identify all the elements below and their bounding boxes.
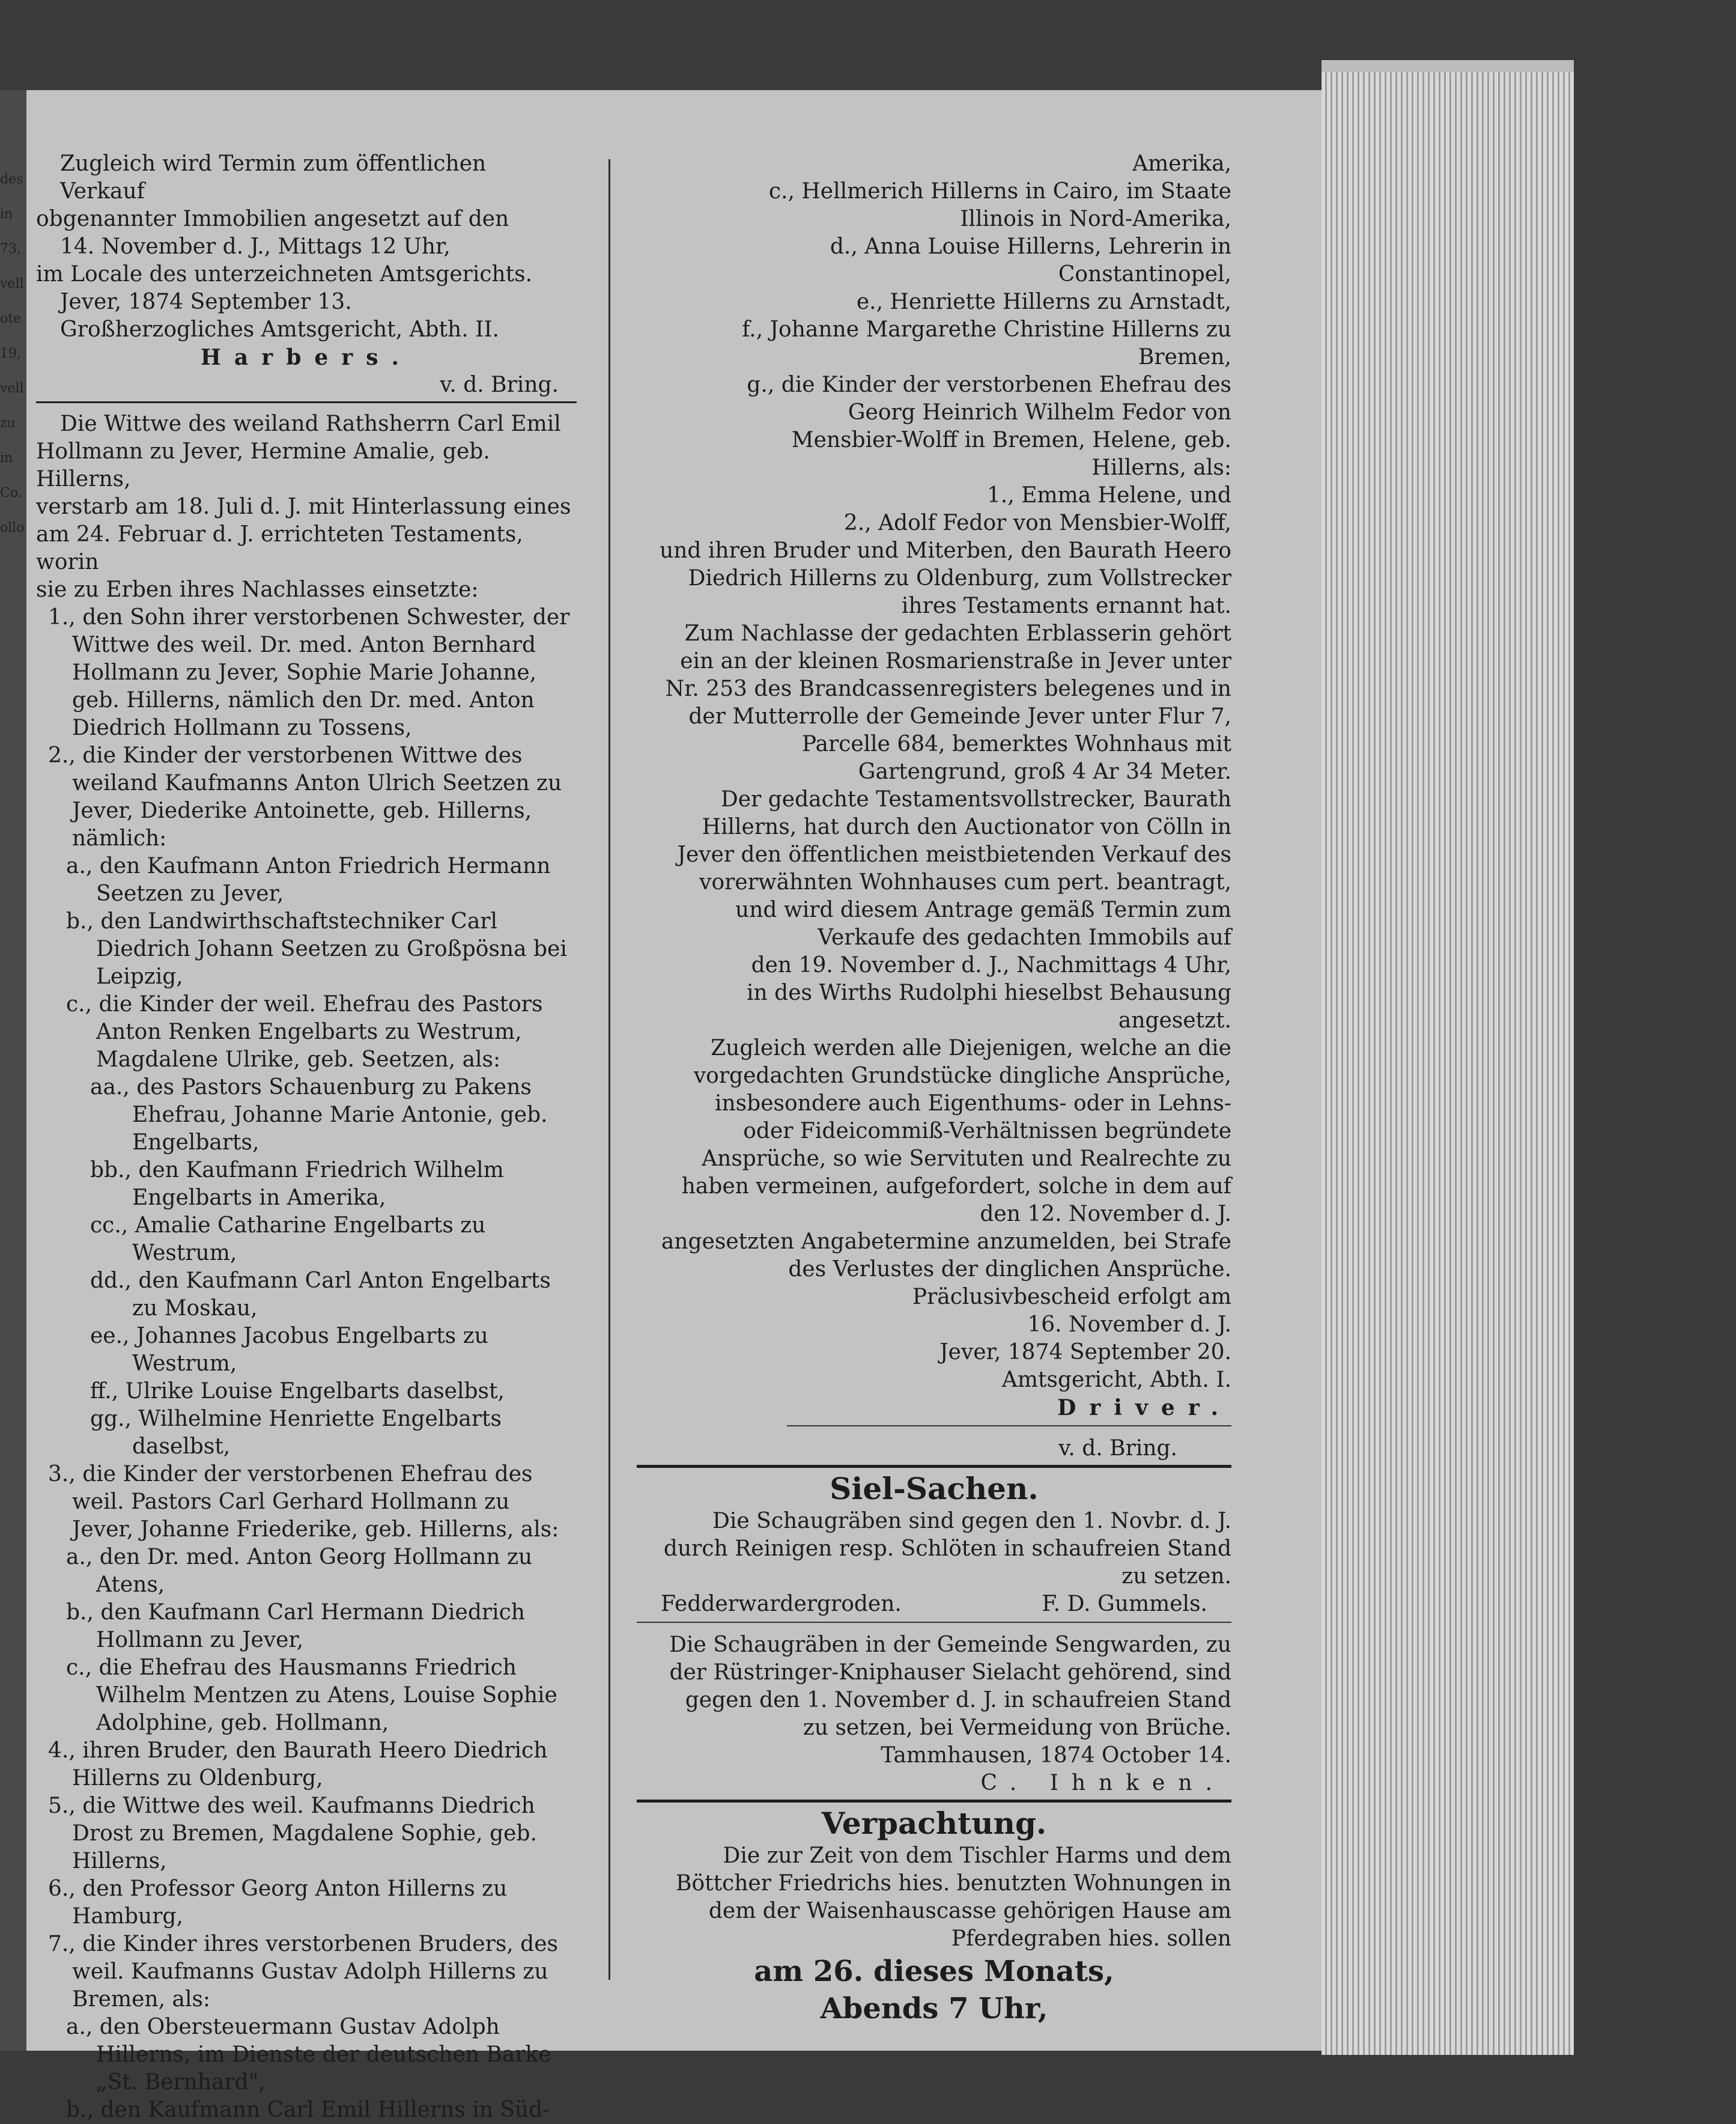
auction-place: in des Wirths Rudolphi hieselbst Behausung angesetzt. [747,981,1231,1033]
fragment-text: in [0,451,13,466]
fragment-text: in [0,207,13,222]
signature-secondary: v. d. Bring. [1058,1436,1177,1461]
paragraph: Zum Nachlasse der gedachten Erblasserin gehört ein an der kleinen Rosmarienstraße in Jever unter Nr. 253 des Brandcassenregisters belegenes und in der Mutterrolle der Gemeinde Jever unter Flur 7, Parcelle 684, bemerktes Wohnhaus mit Gartengrund, groß 4 Ar 34 Meter. [665,621,1231,784]
preclusion-date: 16. November d. J. [1027,1312,1231,1337]
list-item: 2., Adolf Fedor von Mensbier-Wolff, [843,511,1231,535]
list-item: 6., den Professor Georg Anton Hillerns zu Hamburg, [48,1876,508,1929]
list-item: gg., Wilhelmine Henriette Engelbarts daselbst, [90,1407,502,1459]
list-item: a., den Kaufmann Anton Friedrich Hermann Seetzen zu Jever, [66,854,551,906]
paragraph: Der gedachte Testamentsvollstrecker, Baurath Hillerns, hat durch den Auctionator von Cölln in Jever den öffentlichen meistbietenden Verkauf des vorerwähnten Wohnhauses cum pert. beantragt, und wird diesem Antrage gemäß Termin zum Verkaufe des gedachten Immobils auf [677,787,1231,950]
list-item: cc., Amalie Catharine Engelbarts zu Westrum, [90,1213,486,1265]
signature: Driver. [1057,1395,1231,1420]
place-date: Tammhausen, 1874 October 14. [881,1743,1231,1768]
section-heading-verpachtung: Verpachtung. [821,1806,1047,1841]
text-line: am 24. Februar d. J. errichteten Testaments, worin [36,522,523,574]
text-line: Präclusivbescheid erfolgt am [912,1285,1231,1309]
text-line: im Locale des unterzeichneten Amtsgerichts. [36,262,533,287]
section-separator [637,1800,1231,1803]
list-item: e., Henriette Hillerns zu Arnstadt, [856,290,1231,314]
signature: F. D. Gummels. [1042,1592,1207,1616]
fragment-text: Co. [0,485,22,501]
signature: Harbers. [200,345,413,370]
section-separator [637,1465,1231,1468]
place-name: Fedderwardergroden. [661,1592,902,1616]
list-item: 1., den Sohn ihrer verstorbenen Schwester, der Wittwe des weil. Dr. med. Anton Bernhard Hollmann zu Jever, Sophie Marie Johanne, geb. Hillerns, nämlich den Dr. med. Anton Diedrich Hollmann zu Tossens, [48,605,570,740]
section-heading-siel: Siel-Sachen. [830,1471,1039,1506]
fragment-text: 73, [0,242,21,257]
list-item: bb., den Kaufmann Friedrich Wilhelm Engelbarts in Amerika, [90,1158,504,1210]
lease-date: am 26. dieses Monats, [754,1955,1114,1988]
list-item: aa., des Pastors Schauenburg zu Pakens Ehefrau, Johanne Marie Antonie, geb. Engelbarts, [90,1075,548,1155]
date-line: 14. November d. J., Mittags 12 Uhr, [60,234,451,259]
book-page-edges [1322,72,1574,2055]
paragraph: angesetzten Angabetermine anzumelden, bei Strafe des Verlustes der dinglichen Ansprüche. [661,1229,1231,1282]
list-item: b., den Landwirthschaftstechniker Carl Diedrich Johann Seetzen zu Großpösna bei Leipzig, [66,909,567,989]
notice-separator [637,1622,1231,1623]
list-item: c., die Ehefrau des Hausmanns Friedrich Wilhelm Mentzen zu Atens, Louise Sophie Adolphine, geb. Hollmann, [66,1655,557,1735]
fragment-text: ote [0,311,22,326]
deadline-date: den 12. November d. J. [980,1202,1231,1226]
court-name: Amtsgericht, Abth. I. [1001,1368,1231,1392]
list-item: a., den Dr. med. Anton Georg Hollmann zu Atens, [66,1545,533,1597]
fragment-text: ollo [0,520,25,535]
list-item: 4., ihren Bruder, den Baurath Heero Diedrich Hillerns zu Oldenburg, [48,1738,548,1791]
list-item: 5., die Wittwe des weil. Kaufmanns Diedrich Drost zu Bremen, Magdalene Sophie, geb. Hillerns, [48,1794,537,1873]
paragraph: Die Schaugräben in der Gemeinde Sengwarden, zu der Rüstringer-Kniphauser Sielacht gehörend, sind gegen den 1. November d. J. in schaufreien Stand zu setzen, bei Vermeidung von Brüche. [669,1633,1231,1740]
list-item: 3., die Kinder der verstorbenen Ehefrau des weil. Pastors Carl Gerhard Hollmann zu Jever, Johanne Friederike, geb. Hillerns, als: [48,1462,559,1542]
text-line: Die Wittwe des weiland Rathsherrn Carl Emil [60,412,561,436]
text-line: sie zu Erben ihres Nachlasses einsetzte: [36,577,479,602]
list-item: Amerika, [1132,151,1231,176]
fragment-text: zu [0,416,16,431]
list-item: b., den Kaufmann Carl Hermann Diedrich Hollmann zu Jever, [66,1600,525,1652]
list-item: a., den Obersteuermann Gustav Adolph Hillerns, im Dienste der deutschen Barke „St. Bernhard", [66,2015,551,2095]
court-name: Großherzogliches Amtsgericht, Abth. II. [60,317,499,342]
list-item: c., Hellmerich Hillerns in Cairo, im Staate Illinois in Nord-Amerika, [768,179,1231,231]
list-item: 7., die Kinder ihres verstorbenen Bruders, des weil. Kaufmanns Gustav Adolph Hillerns zu Bremen, als: [48,1932,559,2012]
list-item: ff., Ulrike Louise Engelbarts daselbst, [90,1379,505,1404]
signature-rule [787,1425,1231,1426]
signature-row [637,1590,1231,1618]
text-line: Hollmann zu Jever, Hermine Amalie, geb. Hillerns, [36,439,490,491]
right-column [637,150,1231,2027]
paragraph: Zugleich werden alle Diejenigen, welche an die vorgedachten Grundstücke dingliche Ansprüche, insbesondere auch Eigenthums- oder in Lehns- oder Fideicommiß-Verhältnissen begründete Ansprüche, so wie Servituten und Realrechte zu haben vermeinen, aufgefordert, solche in dem auf [681,1036,1231,1199]
signature-secondary: v. d. Bring. [440,373,559,397]
fragment-text: 19, [0,346,21,361]
list-item: 2., die Kinder der verstorbenen Wittwe des weiland Kaufmanns Anton Ulrich Seetzen zu Jever, Diederike Antoinette, geb. Hillerns, nämlich: [48,743,562,851]
list-item: dd., den Kaufmann Carl Anton Engelbarts zu Moskau, [90,1268,551,1321]
text-line: Zugleich wird Termin zum öffentlichen Verkauf [60,151,487,204]
list-item: d., Anna Louise Hillerns, Lehrerin in Constantinopel, [830,234,1231,287]
list-item: b., den Kaufmann Carl Emil Hillerns in Süd- [66,2098,550,2122]
column-divider [609,159,610,1980]
text-line: obgenannter Immobilien angesetzt auf den [36,207,509,231]
heirs-list [36,604,577,2124]
testament-notice [36,410,577,2124]
fragment-text: des [0,172,23,187]
heirs-list-continued [637,150,1231,537]
left-column [36,150,577,2124]
list-item: g., die Kinder der verstorbenen Ehefrau des Georg Heinrich Wilhelm Fedor von Mensbier-Wolff in Bremen, Helene, geb. Hillerns, als: [747,373,1231,480]
facing-page-fragments [0,162,25,546]
lease-time: Abends 7 Uhr, [820,1992,1048,2025]
place-date: Jever, 1874 September 13. [60,290,352,314]
list-item: 1., Emma Helene, und [986,483,1231,508]
fragment-text: vell [0,276,24,291]
list-item: f., Johanne Margarethe Christine Hillerns zu Bremen, [742,317,1231,370]
list-item: c., die Kinder der weil. Ehefrau des Pastors Anton Renken Engelbarts zu Westrum, Magdalene Ulrike, geb. Seetzen, als: [66,992,543,1072]
place-date: Jever, 1874 September 20. [939,1340,1231,1365]
auction-notice-1 [36,150,577,399]
paragraph: Die Schaugräben sind gegen den 1. Novbr. d. J. durch Reinigen resp. Schlöten in schaufreien Stand zu setzen. [663,1509,1231,1589]
text-line: verstarb am 18. Juli d. J. mit Hinterlassung eines [36,494,571,519]
list-item: ee., Johannes Jacobus Engelbarts zu Westrum, [90,1324,488,1376]
fragment-text: vell [0,381,24,396]
paragraph: und ihren Bruder und Miterben, den Baurath Heero Diedrich Hillerns zu Oldenburg, zum Vollstrecker ihres Testaments ernannt hat. [660,538,1231,618]
signature: C. Ihnken. [980,1771,1225,1795]
paragraph: Die zur Zeit von dem Tischler Harms und dem Böttcher Friedrichs hies. benutzten Wohnungen in dem der Waisenhauscasse gehörigen Hause am Pferdegraben hies. sollen [676,1843,1231,1951]
auction-date: den 19. November d. J., Nachmittags 4 Uhr, [751,953,1231,978]
notice-separator [36,401,577,403]
